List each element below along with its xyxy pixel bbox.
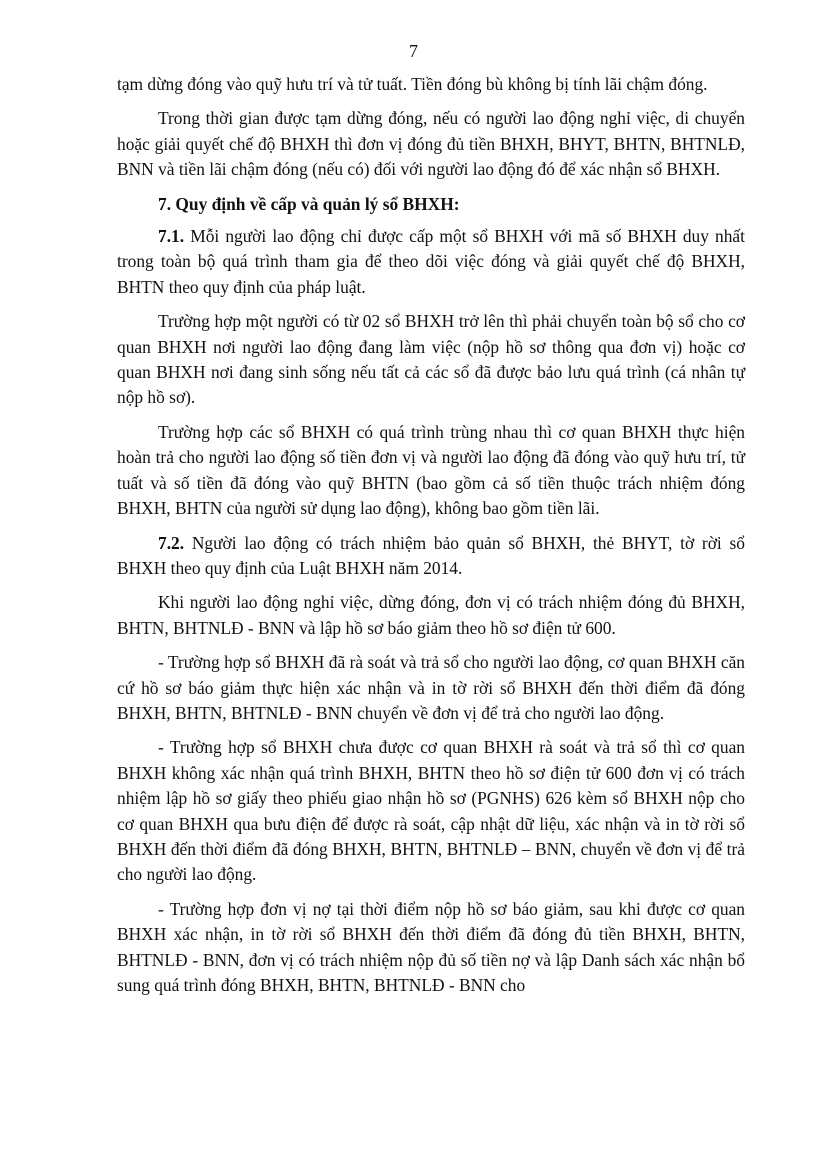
paragraph-7-2 [117, 531, 745, 582]
subsection-number-7-2: 7.2. [158, 532, 185, 553]
paragraph-case-not-reviewed: - Trường hợp sổ BHXH chưa được cơ quan BHXH rà soát và trả sổ thì cơ quan BHXH không xác nhận quá trình BHXH, BHTN theo hồ sơ điện tử 600 đơn vị có trách nhiệm lập hồ sơ giấy theo phiếu giao nhận hồ sơ (PGNHS) 626 kèm sổ BHXH nộp cho cơ quan BHXH qua bưu điện để được rà soát, cập nhật dữ liệu, xác nhận và in tờ rời sổ BHXH đến thời điểm đã đóng BHXH, BHTN, BHTNLĐ – BNN, chuyển về đơn vị để trả cho người lao động. [117, 737, 745, 885]
document-body [117, 72, 745, 1007]
paragraph-suspension-period: Trong thời gian được tạm dừng đóng, nếu có người lao động nghỉ việc, di chuyển hoặc giải quyết chế độ BHXH thì đơn vị đóng đủ tiền BHXH, BHYT, BHTN, BHTNLĐ, BNN và tiền lãi chậm đóng (nếu có) đối với người lao động đó để xác nhận sổ BHXH. [117, 108, 745, 180]
paragraph-7-1-text: Mỗi người lao động chỉ được cấp một sổ BHXH với mã số BHXH duy nhất trong toàn bộ quá trình tham gia để theo dõi việc đóng và giải quyết chế độ BHXH, BHTN theo quy định của pháp luật. [117, 226, 745, 297]
paragraph-case-reviewed: - Trường hợp sổ BHXH đã rà soát và trả sổ cho người lao động, cơ quan BHXH căn cứ hồ sơ báo giảm thực hiện xác nhận và in tờ rời sổ BHXH đến thời điểm đã đóng BHXH, BHTN, BHTNLĐ - BNN chuyển về đơn vị để trả cho người lao động. [117, 652, 745, 723]
paragraph-case-unit-debt: - Trường hợp đơn vị nợ tại thời điểm nộp hồ sơ báo giảm, sau khi được cơ quan BHXH xác nhận, in tờ rời sổ BHXH đến thời điểm đã đóng đủ tiền BHXH, BHTN, BHTNLĐ - BNN, đơn vị có trách nhiệm nộp đủ số tiền nợ và lập Danh sách xác nhận bổ sung quá trình đóng BHXH, BHTN, BHTNLĐ - BNN cho [117, 898, 745, 995]
paragraph-multiple-books: Trường hợp một người có từ 02 sổ BHXH trở lên thì phải chuyển toàn bộ sổ cho cơ quan BHXH nơi người lao động đang làm việc (nộp hồ sơ thông qua đơn vị) hoặc cơ quan BHXH nơi đang sinh sống nếu tất cả các sổ đã được bảo lưu quá trình (cá nhân tự nộp hồ sơ). [117, 311, 745, 408]
paragraph-continuation: tạm dừng đóng vào quỹ hưu trí và tử tuất. Tiền đóng bù không bị tính lãi chậm đóng. [117, 74, 708, 94]
paragraph-7-2-text: Người lao động có trách nhiệm bảo quản sổ BHXH, thẻ BHYT, tờ rời sổ BHXH theo quy định của Luật BHXH năm 2014. [117, 532, 745, 578]
subsection-number-7-1: 7.1. [158, 226, 185, 247]
section-heading-7: 7. Quy định về cấp và quản lý sổ BHXH: [158, 193, 460, 214]
paragraph-employee-leaves: Khi người lao động nghỉ việc, dừng đóng, đơn vị có trách nhiệm đóng đủ BHXH, BHTN, BHTNLĐ - BNN và lập hồ sơ báo giảm theo hồ sơ điện tử 600. [117, 592, 745, 638]
paragraph-overlapping-books: Trường hợp các sổ BHXH có quá trình trùng nhau thì cơ quan BHXH thực hiện hoàn trả cho người lao động số tiền đơn vị và người lao động đã đóng vào quỹ hưu trí, tử tuất và số tiền đã đóng vào quỹ BHTN (bao gồm cả số tiền thuộc trách nhiệm đóng BHXH, BHTN của người sử dụng lao động), không bao gồm tiền lãi. [117, 421, 745, 519]
paragraph-7-1 [117, 224, 745, 300]
page-number: 7 [409, 41, 418, 61]
